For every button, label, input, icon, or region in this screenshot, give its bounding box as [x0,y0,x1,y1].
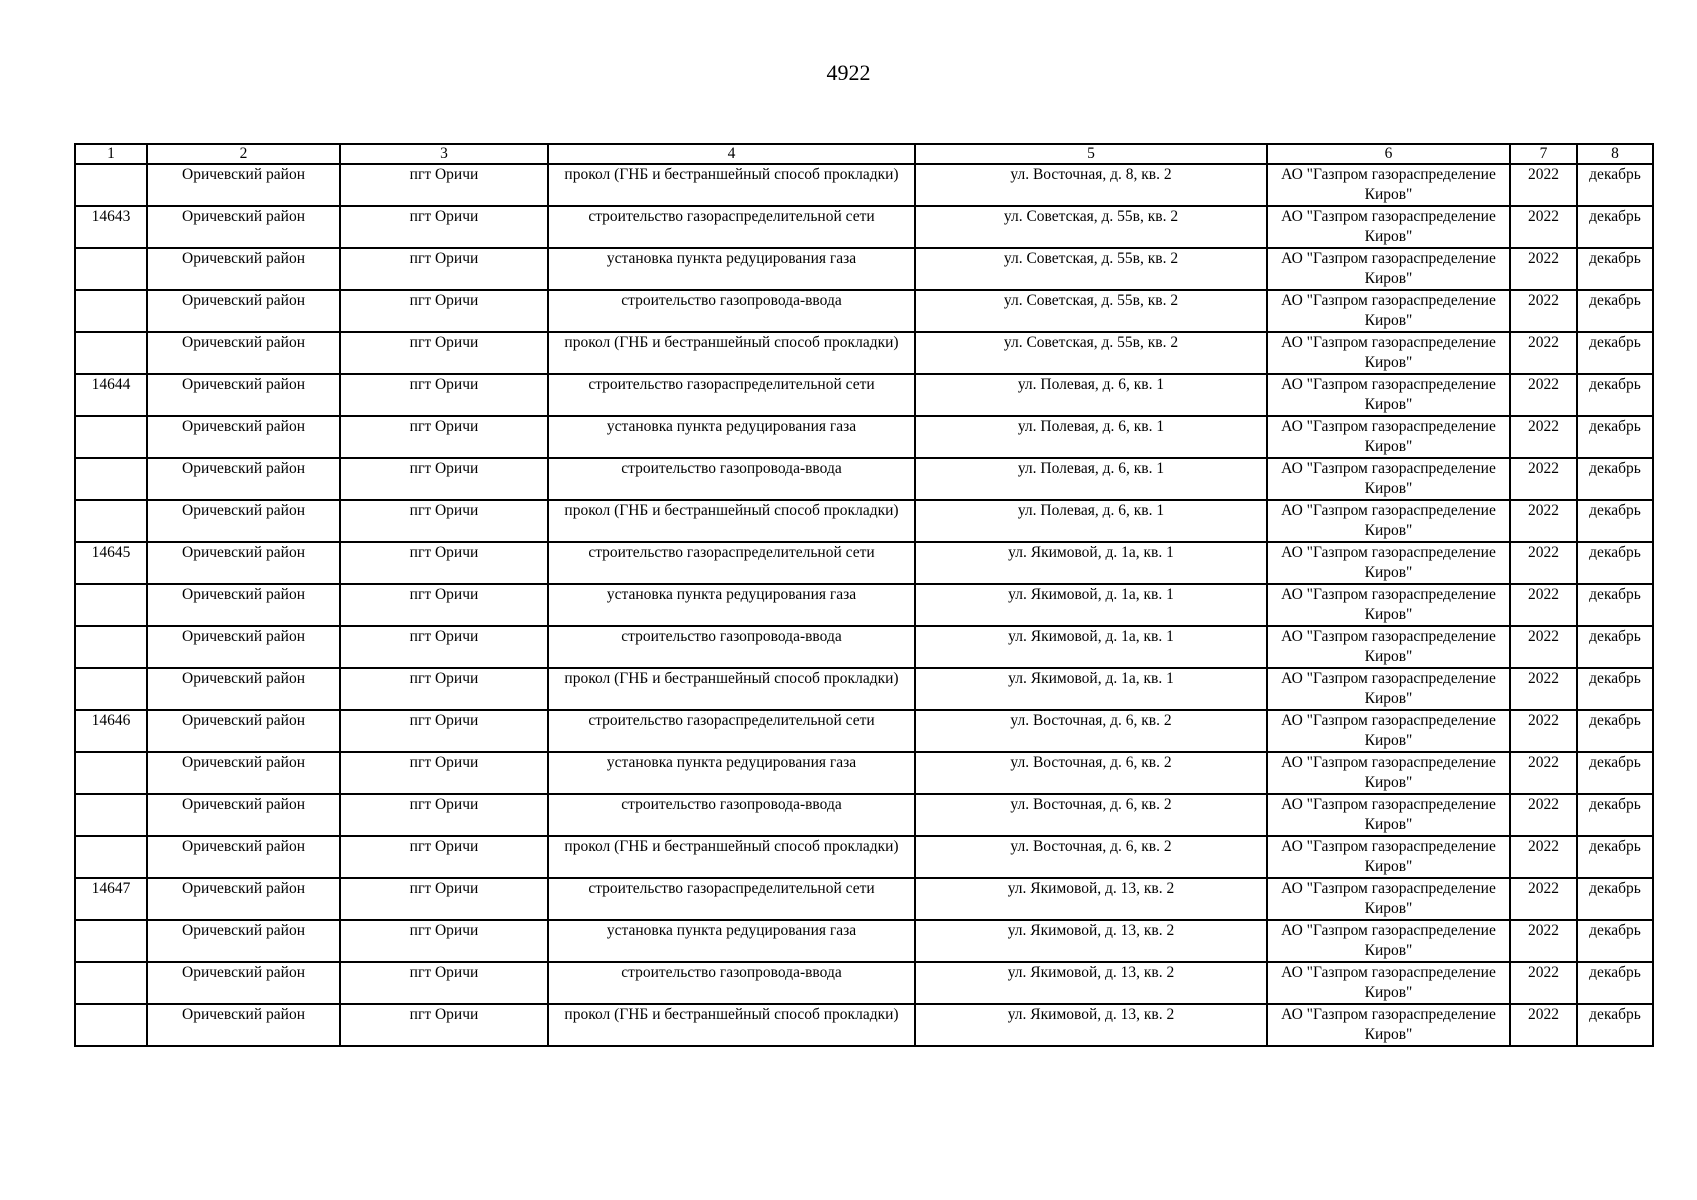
cell-year: 2022 [1510,878,1577,920]
cell-district: Оричевский район [147,668,340,710]
cell-address: ул. Восточная, д. 6, кв. 2 [915,752,1267,794]
column-header: 2 [147,144,340,164]
cell-year: 2022 [1510,962,1577,1004]
cell-organization: АО "Газпром газораспределение Киров" [1267,1004,1510,1046]
cell-month: декабрь [1577,374,1653,416]
cell-address: ул. Якимовой, д. 1а, кв. 1 [915,626,1267,668]
cell-district: Оричевский район [147,500,340,542]
cell-month: декабрь [1577,626,1653,668]
cell-work-type: строительство газопровода-ввода [548,290,915,332]
cell-month: декабрь [1577,668,1653,710]
cell-work-type: прокол (ГНБ и бестраншейный способ прокладки) [548,1004,915,1046]
cell-year: 2022 [1510,542,1577,584]
page-number: 4922 [826,60,871,85]
cell-address: ул. Якимовой, д. 13, кв. 2 [915,920,1267,962]
cell-year: 2022 [1510,500,1577,542]
cell-settlement: пгт Оричи [340,374,548,416]
cell-settlement: пгт Оричи [340,626,548,668]
column-header: 1 [75,144,147,164]
cell-work-type: строительство газопровода-ввода [548,626,915,668]
cell-district: Оричевский район [147,878,340,920]
cell-year: 2022 [1510,668,1577,710]
cell-year: 2022 [1510,1004,1577,1046]
table-row [75,710,1653,752]
table-row [75,878,1653,920]
cell-district: Оричевский район [147,626,340,668]
cell-number: 14644 [75,374,147,416]
cell-organization: АО "Газпром газораспределение Киров" [1267,416,1510,458]
cell-work-type: установка пункта редуцирования газа [548,752,915,794]
cell-address: ул. Якимовой, д. 13, кв. 2 [915,1004,1267,1046]
cell-work-type: установка пункта редуцирования газа [548,920,915,962]
cell-district: Оричевский район [147,332,340,374]
cell-number [75,458,147,500]
cell-organization: АО "Газпром газораспределение Киров" [1267,290,1510,332]
cell-settlement: пгт Оричи [340,458,548,500]
cell-organization: АО "Газпром газораспределение Киров" [1267,542,1510,584]
column-header: 8 [1577,144,1653,164]
cell-settlement: пгт Оричи [340,584,548,626]
table-row [75,332,1653,374]
table-row [75,584,1653,626]
cell-work-type: прокол (ГНБ и бестраншейный способ прокладки) [548,164,915,206]
cell-address: ул. Якимовой, д. 1а, кв. 1 [915,584,1267,626]
cell-settlement: пгт Оричи [340,668,548,710]
cell-work-type: прокол (ГНБ и бестраншейный способ прокладки) [548,836,915,878]
table-row [75,248,1653,290]
cell-number [75,794,147,836]
cell-address: ул. Якимовой, д. 1а, кв. 1 [915,668,1267,710]
cell-district: Оричевский район [147,416,340,458]
cell-settlement: пгт Оричи [340,332,548,374]
cell-work-type: прокол (ГНБ и бестраншейный способ прокладки) [548,500,915,542]
cell-work-type: строительство газораспределительной сети [548,710,915,752]
cell-organization: АО "Газпром газораспределение Киров" [1267,668,1510,710]
cell-district: Оричевский район [147,164,340,206]
cell-settlement: пгт Оричи [340,878,548,920]
cell-year: 2022 [1510,206,1577,248]
table-row [75,836,1653,878]
cell-district: Оричевский район [147,374,340,416]
cell-work-type: строительство газораспределительной сети [548,878,915,920]
column-header: 6 [1267,144,1510,164]
cell-organization: АО "Газпром газораспределение Киров" [1267,206,1510,248]
cell-month: декабрь [1577,710,1653,752]
cell-district: Оричевский район [147,206,340,248]
cell-address: ул. Полевая, д. 6, кв. 1 [915,416,1267,458]
cell-work-type: прокол (ГНБ и бестраншейный способ прокладки) [548,332,915,374]
cell-number [75,164,147,206]
cell-number [75,626,147,668]
table-row [75,374,1653,416]
cell-address: ул. Якимовой, д. 13, кв. 2 [915,962,1267,1004]
cell-district: Оричевский район [147,794,340,836]
cell-year: 2022 [1510,374,1577,416]
cell-settlement: пгт Оричи [340,500,548,542]
cell-district: Оричевский район [147,584,340,626]
cell-district: Оричевский район [147,752,340,794]
cell-year: 2022 [1510,248,1577,290]
cell-organization: АО "Газпром газораспределение Киров" [1267,164,1510,206]
cell-year: 2022 [1510,416,1577,458]
table-body [75,164,1653,1046]
cell-organization: АО "Газпром газораспределение Киров" [1267,710,1510,752]
cell-year: 2022 [1510,710,1577,752]
cell-number [75,290,147,332]
cell-number: 14643 [75,206,147,248]
table-row [75,458,1653,500]
cell-district: Оричевский район [147,962,340,1004]
cell-district: Оричевский район [147,920,340,962]
cell-address: ул. Якимовой, д. 1а, кв. 1 [915,542,1267,584]
cell-number [75,584,147,626]
cell-settlement: пгт Оричи [340,542,548,584]
cell-number [75,1004,147,1046]
cell-settlement: пгт Оричи [340,920,548,962]
cell-address: ул. Якимовой, д. 13, кв. 2 [915,878,1267,920]
cell-work-type: строительство газораспределительной сети [548,374,915,416]
cell-work-type: установка пункта редуцирования газа [548,416,915,458]
cell-organization: АО "Газпром газораспределение Киров" [1267,584,1510,626]
cell-organization: АО "Газпром газораспределение Киров" [1267,962,1510,1004]
table-row [75,920,1653,962]
cell-settlement: пгт Оричи [340,836,548,878]
cell-work-type: прокол (ГНБ и бестраншейный способ прокладки) [548,668,915,710]
cell-year: 2022 [1510,164,1577,206]
cell-year: 2022 [1510,794,1577,836]
cell-address: ул. Полевая, д. 6, кв. 1 [915,374,1267,416]
cell-number: 14647 [75,878,147,920]
cell-number [75,668,147,710]
cell-address: ул. Восточная, д. 6, кв. 2 [915,836,1267,878]
cell-month: декабрь [1577,248,1653,290]
cell-year: 2022 [1510,836,1577,878]
column-header: 4 [548,144,915,164]
cell-organization: АО "Газпром газораспределение Киров" [1267,458,1510,500]
cell-month: декабрь [1577,752,1653,794]
cell-month: декабрь [1577,794,1653,836]
cell-settlement: пгт Оричи [340,962,548,1004]
cell-year: 2022 [1510,584,1577,626]
cell-settlement: пгт Оричи [340,794,548,836]
cell-district: Оричевский район [147,248,340,290]
cell-month: декабрь [1577,458,1653,500]
cell-number [75,416,147,458]
table-row [75,668,1653,710]
cell-month: декабрь [1577,500,1653,542]
cell-address: ул. Восточная, д. 8, кв. 2 [915,164,1267,206]
cell-work-type: установка пункта редуцирования газа [548,584,915,626]
cell-work-type: строительство газопровода-ввода [548,458,915,500]
cell-year: 2022 [1510,332,1577,374]
table-row [75,542,1653,584]
cell-district: Оричевский район [147,458,340,500]
cell-number [75,500,147,542]
cell-work-type: строительство газораспределительной сети [548,206,915,248]
cell-number: 14645 [75,542,147,584]
cell-month: декабрь [1577,920,1653,962]
cell-district: Оричевский район [147,836,340,878]
cell-month: декабрь [1577,962,1653,1004]
cell-settlement: пгт Оричи [340,290,548,332]
cell-organization: АО "Газпром газораспределение Киров" [1267,836,1510,878]
cell-work-type: строительство газопровода-ввода [548,962,915,1004]
cell-address: ул. Полевая, д. 6, кв. 1 [915,458,1267,500]
cell-organization: АО "Газпром газораспределение Киров" [1267,920,1510,962]
cell-month: декабрь [1577,584,1653,626]
table-row [75,206,1653,248]
cell-organization: АО "Газпром газораспределение Киров" [1267,374,1510,416]
cell-year: 2022 [1510,626,1577,668]
cell-number [75,920,147,962]
cell-organization: АО "Газпром газораспределение Киров" [1267,626,1510,668]
cell-organization: АО "Газпром газораспределение Киров" [1267,500,1510,542]
cell-number [75,752,147,794]
cell-address: ул. Восточная, д. 6, кв. 2 [915,794,1267,836]
table-row [75,962,1653,1004]
cell-number [75,962,147,1004]
cell-year: 2022 [1510,752,1577,794]
column-header: 3 [340,144,548,164]
cell-district: Оричевский район [147,710,340,752]
cell-settlement: пгт Оричи [340,164,548,206]
cell-organization: АО "Газпром газораспределение Киров" [1267,752,1510,794]
cell-work-type: установка пункта редуцирования газа [548,248,915,290]
cell-number [75,248,147,290]
cell-organization: АО "Газпром газораспределение Киров" [1267,332,1510,374]
cell-year: 2022 [1510,458,1577,500]
cell-month: декабрь [1577,542,1653,584]
cell-number: 14646 [75,710,147,752]
cell-month: декабрь [1577,290,1653,332]
table-row [75,752,1653,794]
cell-month: декабрь [1577,332,1653,374]
cell-address: ул. Советская, д. 55в, кв. 2 [915,332,1267,374]
cell-settlement: пгт Оричи [340,248,548,290]
cell-month: декабрь [1577,836,1653,878]
cell-month: декабрь [1577,206,1653,248]
table-row [75,500,1653,542]
table-row [75,164,1653,206]
cell-number [75,836,147,878]
cell-address: ул. Полевая, д. 6, кв. 1 [915,500,1267,542]
cell-district: Оричевский район [147,542,340,584]
cell-settlement: пгт Оричи [340,416,548,458]
cell-address: ул. Восточная, д. 6, кв. 2 [915,710,1267,752]
cell-settlement: пгт Оричи [340,752,548,794]
cell-organization: АО "Газпром газораспределение Киров" [1267,248,1510,290]
cell-address: ул. Советская, д. 55в, кв. 2 [915,290,1267,332]
table-row [75,1004,1653,1046]
cell-number [75,332,147,374]
cell-address: ул. Советская, д. 55в, кв. 2 [915,206,1267,248]
data-table [74,143,1654,1047]
cell-address: ул. Советская, д. 55в, кв. 2 [915,248,1267,290]
table-row [75,794,1653,836]
cell-district: Оричевский район [147,1004,340,1046]
cell-month: декабрь [1577,878,1653,920]
cell-organization: АО "Газпром газораспределение Киров" [1267,794,1510,836]
table-row [75,626,1653,668]
cell-settlement: пгт Оричи [340,206,548,248]
column-header: 5 [915,144,1267,164]
cell-month: декабрь [1577,164,1653,206]
table-row [75,290,1653,332]
cell-settlement: пгт Оричи [340,1004,548,1046]
cell-year: 2022 [1510,920,1577,962]
table-row [75,416,1653,458]
cell-month: декабрь [1577,416,1653,458]
cell-month: декабрь [1577,1004,1653,1046]
column-header: 7 [1510,144,1577,164]
cell-year: 2022 [1510,290,1577,332]
cell-district: Оричевский район [147,290,340,332]
cell-organization: АО "Газпром газораспределение Киров" [1267,878,1510,920]
cell-settlement: пгт Оричи [340,710,548,752]
table-header-row [75,144,1653,164]
cell-work-type: строительство газопровода-ввода [548,794,915,836]
cell-work-type: строительство газораспределительной сети [548,542,915,584]
